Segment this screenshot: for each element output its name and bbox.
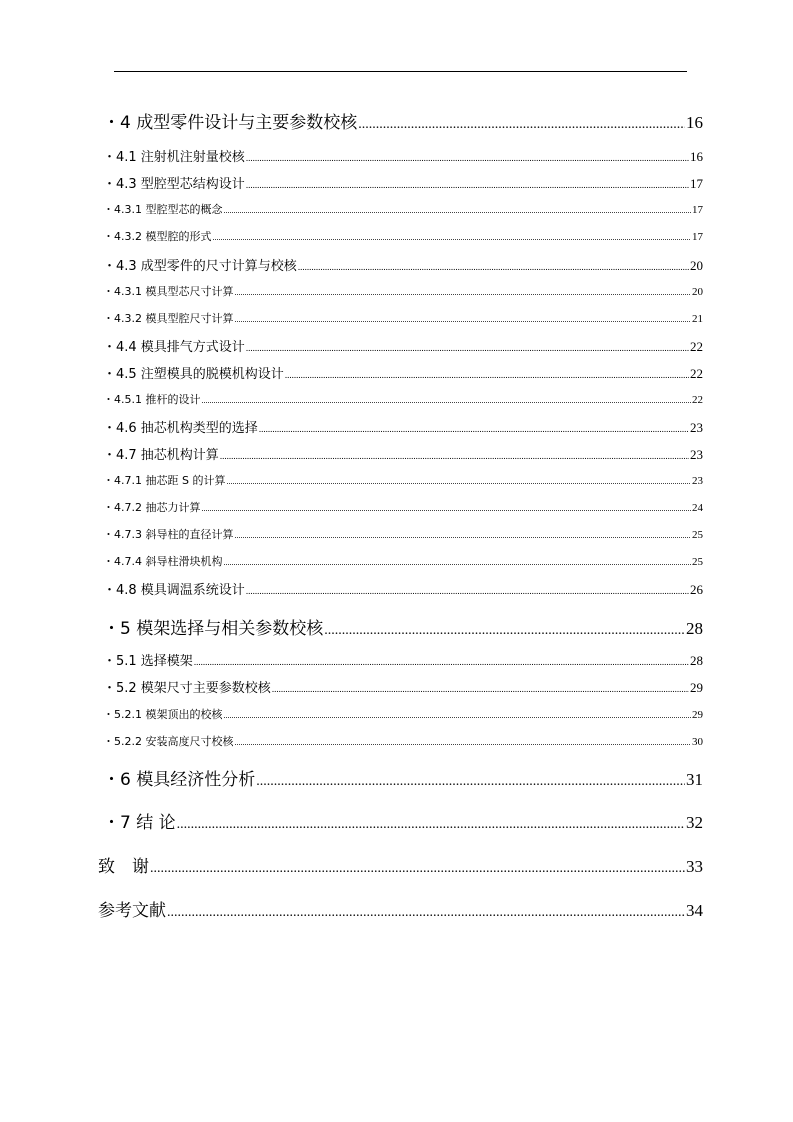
- toc-entry-title: ・4.1 注射机注射量校核: [103, 150, 245, 165]
- toc-entry[interactable]: [98, 896, 703, 921]
- toc-entry[interactable]: [103, 146, 703, 165]
- toc-leader: [224, 711, 692, 720]
- toc-entry-title: ・5.2.1 模架顶出的校核: [103, 708, 223, 721]
- toc-entry-title: ・4.7.1 抽芯距 S 的计算: [103, 474, 226, 487]
- toc-entry[interactable]: [103, 706, 703, 722]
- toc-entry-page: 25: [692, 529, 703, 541]
- toc-leader: [358, 117, 685, 133]
- toc-entry-page: 28: [690, 653, 703, 668]
- toc-entry-title: ・4.3.1 型腔型芯的概念: [103, 203, 223, 216]
- toc-entry[interactable]: [103, 733, 703, 749]
- toc-entry[interactable]: [103, 444, 703, 463]
- toc-entry-title: ・4.7.2 抽芯力计算: [103, 501, 201, 514]
- toc-entry-title: ・4 成型零件设计与主要参数校核: [103, 113, 358, 133]
- toc-entry-title: ・6 模具经济性分析: [103, 770, 256, 790]
- toc-entry-title: ・4.3 型腔型芯结构设计: [103, 177, 245, 192]
- toc-leader: [226, 477, 691, 486]
- toc-entry-title: ・4.5.1 推杆的设计: [103, 393, 201, 406]
- toc-entry-page: 25: [692, 556, 703, 568]
- toc-entry[interactable]: [103, 765, 703, 790]
- toc-entry-page: 24: [692, 502, 703, 514]
- toc-entry-title: ・4.3.2 模型腔的形式: [103, 230, 212, 243]
- toc-entry[interactable]: [103, 472, 703, 488]
- toc-entry-page: 26: [690, 582, 703, 597]
- toc-entry[interactable]: [103, 255, 703, 274]
- toc-leader: [224, 558, 692, 567]
- toc-entry-page: 20: [692, 286, 703, 298]
- toc-leader: [246, 343, 689, 353]
- toc-leader: [246, 153, 689, 163]
- toc-leader: [220, 451, 689, 461]
- toc-entry[interactable]: [103, 201, 703, 217]
- toc-entry-page: 23: [690, 447, 703, 462]
- toc-entry-page: 16: [686, 113, 703, 132]
- toc-entry-title: 参考文献: [98, 901, 166, 921]
- toc-leader: [256, 774, 685, 790]
- toc-entry[interactable]: [103, 579, 703, 598]
- toc-entry-title: ・4.6 抽芯机构类型的选择: [103, 421, 258, 436]
- toc-leader: [224, 206, 692, 215]
- toc-entry-page: 23: [690, 420, 703, 435]
- toc-entry[interactable]: [98, 852, 703, 877]
- toc-entry-title: ・4.5 注塑模具的脱模机构设计: [103, 367, 284, 382]
- toc-entry-title: ・4.8 模具调温系统设计: [103, 583, 245, 598]
- toc-entry-title: ・4.7.4 斜导柱滑块机构: [103, 555, 223, 568]
- toc-entry[interactable]: [103, 173, 703, 192]
- toc-entry-page: 29: [690, 680, 703, 695]
- toc-entry[interactable]: [103, 499, 703, 515]
- toc-entry[interactable]: [103, 336, 703, 355]
- toc-entry-page: 28: [686, 619, 703, 638]
- toc-leader: [324, 623, 685, 639]
- toc-entry[interactable]: [103, 108, 703, 133]
- toc-entry-page: 29: [692, 709, 703, 721]
- toc-leader: [202, 504, 692, 513]
- toc-entry[interactable]: [103, 310, 703, 326]
- toc-leader: [246, 180, 689, 190]
- toc-leader: [150, 861, 685, 877]
- toc-entry[interactable]: [103, 808, 703, 833]
- toc-entry[interactable]: [103, 677, 703, 696]
- toc-entry-title: 致 谢: [98, 857, 149, 877]
- toc-leader: [246, 586, 689, 596]
- toc-entry-page: 34: [686, 901, 703, 920]
- toc-leader: [235, 531, 692, 540]
- toc-entry-title: ・4.7.3 斜导柱的直径计算: [103, 528, 234, 541]
- toc-entry-page: 20: [690, 258, 703, 273]
- toc-entry-title: ・4.7 抽芯机构计算: [103, 448, 219, 463]
- toc-leader: [167, 905, 685, 921]
- toc-leader: [235, 288, 692, 297]
- toc-leader: [235, 315, 692, 324]
- toc-entry[interactable]: [103, 650, 703, 669]
- toc-entry-page: 30: [692, 736, 703, 748]
- toc-leader: [177, 817, 685, 833]
- toc-entry-page: 17: [692, 231, 703, 243]
- toc-leader: [298, 262, 689, 272]
- toc-entry[interactable]: [103, 553, 703, 569]
- toc-entry[interactable]: [103, 363, 703, 382]
- toc-entry-page: 22: [692, 394, 703, 406]
- toc-leader: [235, 738, 692, 747]
- toc-entry-title: ・5.1 选择模架: [103, 654, 193, 669]
- toc-entry-title: ・4.3.2 模具型腔尺寸计算: [103, 312, 234, 325]
- toc-entry[interactable]: [103, 391, 703, 407]
- toc-entry-page: 33: [686, 857, 703, 876]
- toc-entry-title: ・5.2 模架尺寸主要参数校核: [103, 681, 271, 696]
- toc-entry[interactable]: [103, 614, 703, 639]
- toc-entry-page: 32: [686, 813, 703, 832]
- toc-entry-title: ・4.4 模具排气方式设计: [103, 340, 245, 355]
- toc-entry-title: ・7 结 论: [103, 813, 176, 833]
- toc-entry-title: ・4.3.1 模具型芯尺寸计算: [103, 285, 234, 298]
- toc-entry-page: 23: [692, 475, 703, 487]
- toc-leader: [259, 424, 689, 434]
- toc-entry-page: 17: [692, 204, 703, 216]
- toc-leader: [194, 657, 689, 667]
- toc-entry-page: 31: [686, 770, 703, 789]
- toc-entry-title: ・4.3 成型零件的尺寸计算与校核: [103, 259, 297, 274]
- toc-entry-page: 22: [690, 339, 703, 354]
- toc-entry[interactable]: [103, 526, 703, 542]
- toc-entry-page: 17: [690, 176, 703, 191]
- toc-leader: [272, 684, 689, 694]
- toc-entry-title: ・5.2.2 安装高度尺寸校核: [103, 735, 234, 748]
- toc-entry-title: ・5 模架选择与相关参数校核: [103, 619, 324, 639]
- toc-entry-page: 21: [692, 313, 703, 325]
- toc-entry-page: 16: [690, 149, 703, 164]
- toc-leader: [213, 233, 692, 242]
- toc-entry[interactable]: [103, 283, 703, 299]
- toc-leader: [202, 396, 692, 405]
- toc-entry-page: 22: [690, 366, 703, 381]
- toc-entry[interactable]: [103, 417, 703, 436]
- toc-leader: [285, 370, 689, 380]
- toc-entry[interactable]: [103, 228, 703, 244]
